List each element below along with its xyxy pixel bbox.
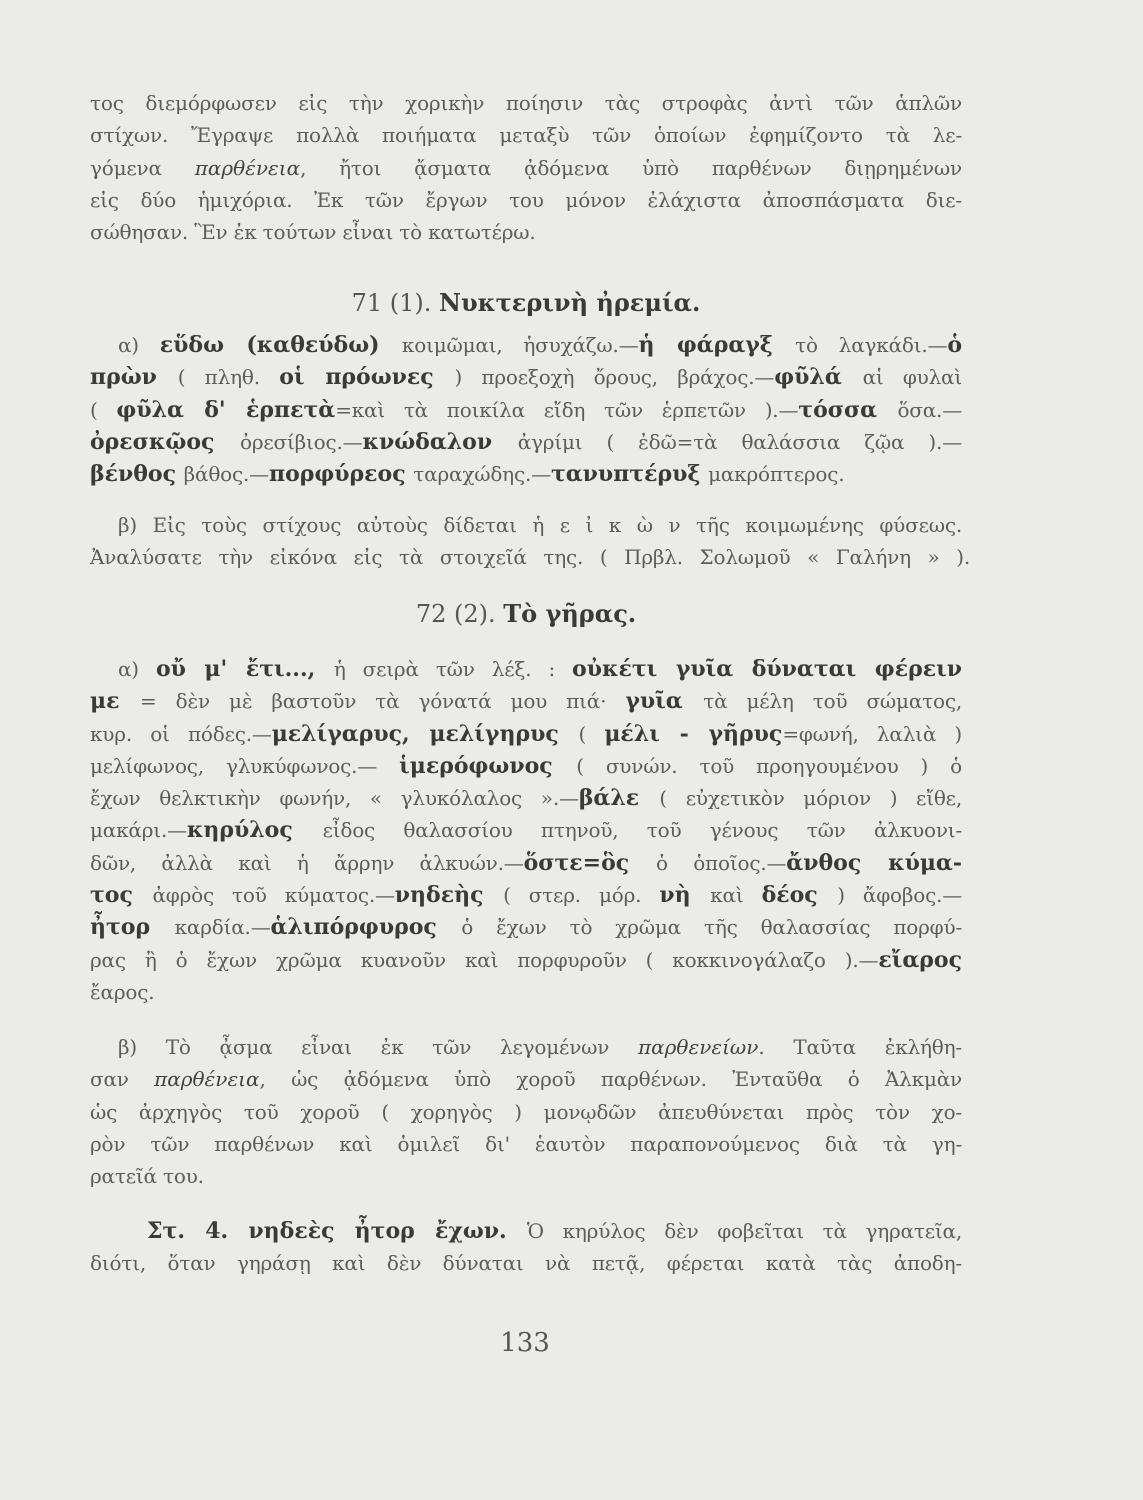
italic-text: παρθενείων: [638, 1035, 759, 1059]
body-text: κοιμῶμαι, ἡσυχάζω.—: [401, 333, 639, 357]
body-text: =καὶ τὰ ποικίλα εἴδη τῶν ἑρπετῶν ).—: [335, 397, 799, 422]
body-text: ὁ ὁποῖος.—: [656, 850, 787, 875]
text-line: [90, 1215, 962, 1247]
italic-text: παρθένεια: [194, 155, 301, 180]
body-text: τὸ λαγκάδι.—: [795, 333, 948, 357]
paragraph: [90, 1031, 962, 1192]
bold-term: εἴαρος: [878, 946, 962, 973]
text-line: [90, 509, 962, 541]
body-text: διότι, ὅταν γηράσῃ καὶ δὲν δύναται νὰ πετᾷ, φέρεται κατὰ τὰς ἀποδη-: [90, 1251, 962, 1276]
page-number: 133: [500, 1328, 550, 1358]
text-line: [90, 394, 962, 426]
body-text: α): [118, 333, 160, 357]
bold-term: μέλι - γῆρυς: [604, 720, 783, 747]
bold-term: ἱμερόφωνος: [399, 752, 577, 779]
text-line: [90, 1247, 962, 1279]
bold-term: κνώδαλον: [362, 428, 518, 455]
body-text: =φωνή, λαλιὰ ): [782, 721, 962, 746]
body-text: Ἀναλύσατε τὴν εἰκόνα εἰς τὰ στοιχεῖά της. ( Πρβλ. Σολωμοῦ « Γαλήνη » ).: [90, 545, 970, 570]
section-number: 71 (1).: [351, 289, 440, 317]
body-text: καρδία.—: [174, 915, 271, 940]
section-heading-71: [90, 286, 962, 320]
bold-term: γυῖα: [625, 688, 704, 715]
section-heading-72: [90, 597, 962, 631]
section-title: Τὸ γῆρας.: [503, 599, 637, 628]
text-line: [90, 976, 962, 1008]
text-line: [90, 944, 962, 976]
body-text: στίχων. Ἔγραψε πολλὰ ποιήματα μεταξὺ τῶν ὁποίων ἐφημίζοντο τὰ λε-: [90, 123, 962, 148]
body-text: , ἤτοι ᾄσματα ᾀδόμενα ὑπὸ παρθένων διῃρημένων: [300, 155, 962, 180]
text-line: [90, 911, 962, 943]
bold-term: οἱ πρόωνες: [279, 364, 455, 391]
section-number: 72 (2).: [415, 600, 504, 628]
paragraph: [90, 653, 962, 1008]
bold-term: μελίγαρυς, μελίγηρυς: [271, 720, 579, 747]
body-text: ἡ σειρὰ τῶν λέξ. :: [333, 657, 573, 681]
paragraph: [90, 509, 970, 574]
text-line: [90, 541, 970, 573]
text-line: [90, 426, 962, 458]
bold-term: ἁλιπόρφυρος: [270, 914, 462, 941]
section-title: Νυκτερινὴ ἠρεμία.: [439, 288, 701, 317]
bold-term: τόσσα: [798, 396, 898, 423]
text-line: [90, 685, 962, 717]
text-line: [90, 750, 962, 782]
body-text: κυρ. οἱ πόδες.—: [90, 721, 272, 746]
body-text: εἰς δύο ἡμιχόρια. Ἐκ τῶν ἔργων του μόνον ἐλάχιστα ἀποσπάσματα διε-: [90, 187, 962, 212]
body-text: ἀφρὸς τοῦ κύματος.—: [152, 883, 395, 908]
body-text: ρὸν τῶν παρθένων καὶ ὁμιλεῖ δι' ἑαυτὸν παραπονούμενος διὰ τὰ γη-: [90, 1131, 962, 1156]
bold-term: πρὼν: [90, 364, 178, 391]
bold-term: με: [90, 688, 141, 715]
body-text: εἶδος θαλασσίου πτηνοῦ, τοῦ γένους τῶν ἀλκυονι-: [322, 818, 962, 843]
body-text: ταραχώδης.—: [413, 462, 551, 487]
body-text: σαν: [90, 1067, 155, 1092]
bold-term: ἦτορ: [90, 914, 175, 941]
text-line: [90, 87, 962, 119]
text-line: [90, 1160, 962, 1192]
body-text: σώθησαν. Ἓν ἐκ τούτων εἶναι τὸ κατωτέρω.: [90, 220, 536, 245]
text-line: [90, 216, 962, 248]
italic-text: παρθένεια: [154, 1067, 260, 1092]
body-text: . Ταῦτα ἐκλήθη-: [758, 1035, 962, 1059]
text-line: [90, 847, 962, 879]
bold-term: δέος: [761, 882, 838, 909]
bold-term: ὀρεσκῷος: [90, 428, 240, 455]
text-line: [90, 152, 962, 184]
body-text: β) Εἰς τοὺς στίχους αὐτοὺς δίδεται ἡ ε ἰ κ ὼ ν τῆς κοιμωμένης φύσεως.: [118, 513, 962, 537]
body-text: ( συνών. τοῦ προηγουμένου ) ὁ: [576, 753, 962, 778]
text-line: [90, 329, 962, 361]
body-text: μακρόπτερος.: [708, 462, 845, 487]
body-text: ( στερ. μόρ.: [503, 883, 660, 908]
text-line: [90, 1128, 962, 1160]
body-text: ρας ἢ ὁ ἔχων χρῶμα κυανοῦν καὶ πορφυροῦν ( κοκκινογάλαζο ).—: [90, 947, 879, 972]
text-line: [90, 119, 962, 151]
body-text: καὶ: [710, 883, 762, 908]
text-line: [90, 879, 962, 911]
bold-term: Στ. 4. νηδεὲς ἦτορ ἔχων.: [147, 1218, 527, 1244]
body-text: ( πληθ.: [177, 365, 280, 390]
bold-term: βένθος: [90, 461, 184, 488]
bold-term: ὅστε=ὃς: [523, 849, 657, 876]
body-text: , ὡς ᾀδόμενα ὑπὸ χοροῦ παρθένων. Ἐνταῦθα ὁ Ἀλκμὰν: [259, 1067, 963, 1092]
paragraph: [90, 329, 962, 490]
text-line: [90, 718, 962, 750]
body-text: ὁ ἔχων τὸ χρῶμα τῆς θαλασσίας πορφύ-: [461, 915, 963, 940]
bold-term: νηδεὴς: [394, 882, 504, 909]
text-line: [90, 1096, 962, 1128]
text-line: [90, 782, 962, 814]
body-text: (: [90, 397, 117, 422]
body-text: ) προεξοχὴ ὄρους, βράχος.—: [454, 365, 775, 390]
body-text: α): [118, 657, 156, 681]
body-text: ἔαρος.: [90, 979, 155, 1004]
paragraph: [90, 1215, 962, 1280]
body-text: μελίφωνος, γλυκύφωνος.—: [90, 753, 400, 778]
bold-term: βάλε: [578, 785, 660, 812]
bold-term: τος: [90, 882, 153, 909]
bold-term: νὴ: [659, 882, 711, 909]
body-text: Ὁ κηρύλος δὲν φοβεῖται τὰ γηρατεῖα,: [526, 1219, 962, 1243]
text-line: [90, 361, 962, 393]
text-line: [90, 458, 962, 490]
body-text: μακάρι.—: [90, 818, 187, 843]
body-text: ὡς ἀρχηγὸς τοῦ χοροῦ ( χορηγὸς ) μονῳδῶν ἀπευθύνεται πρὸς τὸν χο-: [90, 1099, 962, 1124]
bold-term: εὕδω (καθεύδω): [159, 332, 402, 358]
paragraph: [90, 87, 962, 248]
bold-term: πορφύρεος: [268, 461, 414, 488]
text-line: [90, 1031, 962, 1063]
body-text: ρατεῖά του.: [90, 1164, 204, 1189]
body-text: ) ἄφοβος.—: [837, 883, 963, 908]
bold-term: κηρύλος: [186, 817, 323, 844]
body-text: ἀγρίμι ( ἐδῶ=τὰ θαλάσσια ζῷα ).—: [517, 429, 962, 454]
bold-term: φῦλα δ' ἑρπετὰ: [116, 396, 336, 423]
body-text: τος διεμόρφωσεν εἰς τὴν χορικὴν ποίησιν τὰς στροφὰς ἀντὶ τῶν ἁπλῶν: [90, 91, 962, 115]
body-text: ( εὐχετικὸν μόριον ) εἴθε,: [659, 786, 963, 811]
body-text: γόμενα: [90, 155, 195, 180]
bold-term: οὔ μ' ἔτι...,: [155, 656, 334, 682]
bold-term: ἄνθος κύμα-: [786, 849, 962, 876]
body-text: δῶν, ἀλλὰ καὶ ἡ ἄρρην ἀλκυών.—: [90, 850, 524, 875]
body-text: = δὲν μὲ βαστοῦν τὰ γόνατά μου πιά·: [140, 689, 626, 714]
bold-term: τανυπτέρυξ: [550, 461, 709, 488]
body-text: ὀρεσίβιος.—: [239, 429, 363, 454]
text-line: [90, 814, 962, 846]
text-line: [90, 653, 962, 685]
body-text: αἱ φυλαὶ: [862, 365, 963, 390]
body-text: βάθος.—: [183, 462, 269, 487]
body-text: (: [578, 721, 605, 746]
text-line: [90, 1063, 962, 1095]
text-line: [90, 184, 962, 216]
body-text: τὰ μέλη τοῦ σώματος,: [703, 689, 962, 714]
body-text: ὅσα.—: [897, 397, 962, 422]
bold-term: ὁ: [947, 332, 963, 358]
bold-term: ἡ φάραγξ: [638, 332, 796, 358]
body-text: ἔχων θελκτικὴν φωνήν, « γλυκόλαλος ».—: [90, 786, 579, 811]
bold-term: οὐκέτι γυῖα δύναται φέρειν: [572, 656, 962, 682]
bold-term: φῦλά: [774, 364, 863, 391]
body-text: β) Τὸ ᾆσμα εἶναι ἐκ τῶν λεγομένων: [118, 1035, 639, 1059]
